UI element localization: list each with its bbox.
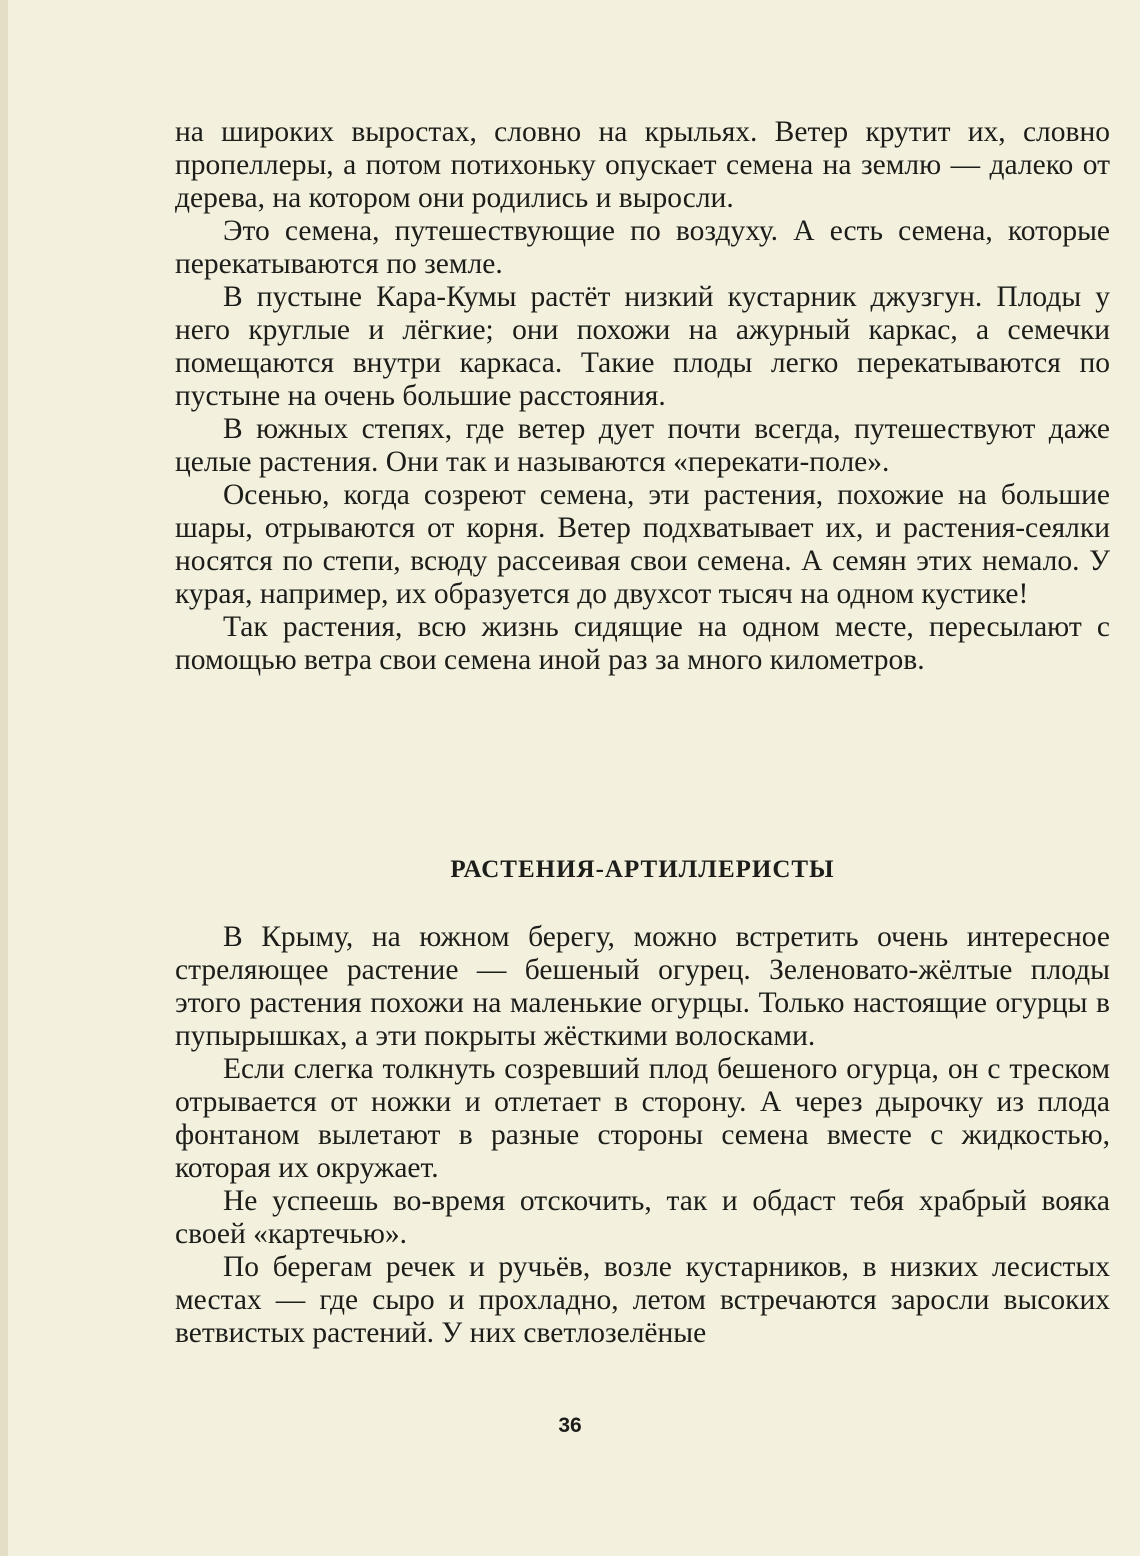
paragraph: Не успеешь во-время отскочить, так и обдаст тебя храбрый вояка своей «картечью».	[175, 1185, 1110, 1250]
section-heading: РАСТЕНИЯ-АРТИЛЛЕРИСТЫ	[450, 856, 835, 883]
paragraph: на широких выростах, словно на крыльях. Ветер крутит их, словно пропеллеры, а потом потихоньку опускает семена на землю — далеко от дерева, на котором они родились и выросли.	[175, 116, 1110, 214]
text-block-top	[175, 116, 1110, 677]
text-block-bottom	[175, 921, 1110, 1350]
paragraph: В пустыне Кара-Кумы растёт низкий кустарник джузгун. Плоды у него круглые и лёгкие; они похожи на ажурный каркас, а семечки помещаются внутри каркаса. Такие плоды легко перекатываются по пустыне на очень большие расстояния.	[175, 281, 1110, 412]
paragraph: По берегам речек и ручьёв, возле кустарников, в низких лесистых местах — где сыро и прохладно, летом встречаются заросли высоких ветвистых растений. У них светлозелёные	[175, 1251, 1110, 1349]
paragraph: Это семена, путешествующие по воздуху. А есть семена, которые перекатываются по земле.	[175, 215, 1110, 280]
paragraph: В Крыму, на южном берегу, можно встретить очень интересное стреляющее растение — бешеный огурец. Зеленовато-жёлтые плоды этого растения похожи на маленькие огурцы. Только настоящие огурцы в пупырышках, а эти покрыты жёсткими волосками.	[175, 921, 1110, 1052]
paragraph: В южных степях, где ветер дует почти всегда, путешествуют даже целые растения. Они так и называются «перекати-поле».	[175, 413, 1110, 478]
page-number: 36	[558, 1414, 582, 1437]
paragraph: Осенью, когда созреют семена, эти растения, похожие на большие шары, отрываются от корня. Ветер подхватывает их, и растения-сеялки носятся по степи, всюду рассеивая свои семена. А семян этих немало. У курая, например, их образуется до двухсот тысяч на одном кустике!	[175, 479, 1110, 610]
page-edge	[0, 0, 8, 1556]
paragraph: Так растения, всю жизнь сидящие на одном месте, пересылают с помощью ветра свои семена иной раз за много километров.	[175, 611, 1110, 676]
paragraph: Если слегка толкнуть созревший плод бешеного огурца, он с треском отрывается от ножки и отлетает в сторону. А через дырочку из плода фонтаном вылетают в разные стороны семена вместе с жидкостью, которая их окружает.	[175, 1053, 1110, 1184]
